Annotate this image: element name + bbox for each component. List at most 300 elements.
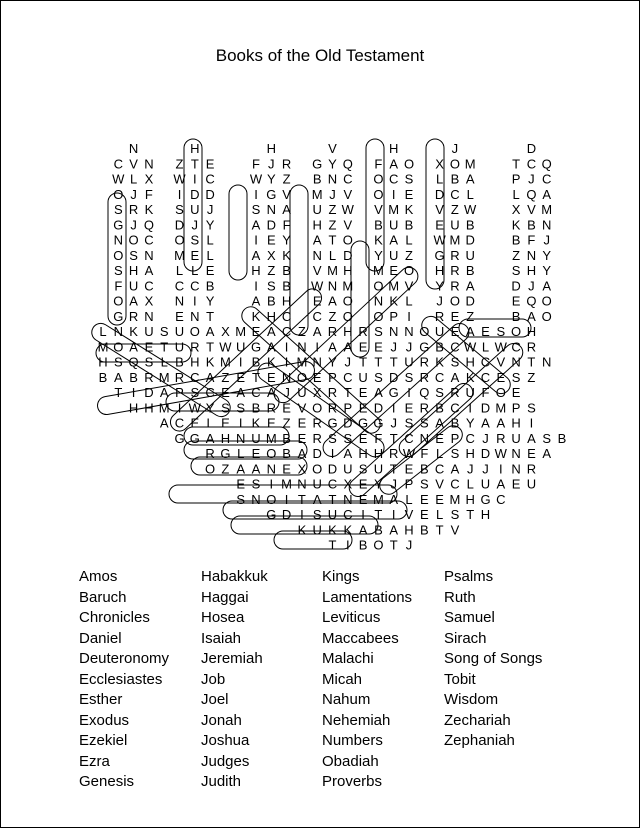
grid-letter: A xyxy=(328,339,337,355)
grid-letter: Y xyxy=(542,247,552,263)
grid-letter: H xyxy=(526,263,537,278)
grid-letter: E xyxy=(236,476,246,492)
word-list-item: Genesis xyxy=(79,773,135,790)
grid-letter: E xyxy=(190,415,200,431)
grid-letter: C xyxy=(174,278,185,294)
grid-letter: C xyxy=(190,369,200,385)
grid-letter: A xyxy=(312,324,322,339)
grid-letter: A xyxy=(205,430,215,446)
grid-letter: J xyxy=(390,476,397,492)
grid-letter: K xyxy=(266,354,276,370)
grid-letter: V xyxy=(450,522,460,538)
grid-letter: C xyxy=(281,308,292,324)
grid-letter: H xyxy=(404,522,414,538)
grid-letters xyxy=(98,141,567,553)
grid-letter: T xyxy=(389,461,398,477)
word-list-item: Ezekiel xyxy=(79,732,128,749)
grid-letter: A xyxy=(389,522,399,538)
grid-letter: O xyxy=(373,186,384,202)
grid-letter: G xyxy=(373,415,384,431)
grid-letter: S xyxy=(190,232,200,248)
grid-letter: E xyxy=(236,369,246,385)
word-list-column-1 xyxy=(79,567,209,793)
grid-letter: O xyxy=(373,171,384,187)
grid-letter: Z xyxy=(328,308,337,324)
grid-letter: R xyxy=(205,446,215,461)
grid-letter: L xyxy=(405,232,413,248)
grid-letter: T xyxy=(206,308,215,324)
grid-letter: I xyxy=(192,293,197,309)
grid-letter: I xyxy=(315,339,320,355)
grid-letter: I xyxy=(177,400,182,416)
grid-letter: I xyxy=(254,232,258,248)
grid-letter: Z xyxy=(466,308,475,324)
grid-letter: C xyxy=(542,171,552,187)
grid-letter: U xyxy=(236,339,246,355)
grid-letter: N xyxy=(327,171,338,187)
grid-letter: T xyxy=(512,156,521,172)
grid-letter: Z xyxy=(512,247,521,263)
grid-letter: O xyxy=(113,186,124,202)
grid-letter: S xyxy=(404,415,414,431)
grid-letter: A xyxy=(374,385,383,400)
grid-letter: Y xyxy=(205,293,215,309)
grid-letter: E xyxy=(419,507,429,522)
grid-letter: C xyxy=(144,278,154,294)
grid-letter: A xyxy=(159,385,169,400)
grid-letter: H xyxy=(465,354,475,370)
grid-letter: I xyxy=(238,415,243,431)
word-list-item: Nehemiah xyxy=(322,711,391,729)
grid-letter: S xyxy=(251,476,261,492)
grid-letter: I xyxy=(391,507,396,522)
grid-letter: H xyxy=(480,507,491,522)
grid-letter: V xyxy=(343,217,353,233)
grid-letter: A xyxy=(282,202,291,217)
grid-letter: T xyxy=(435,522,444,538)
grid-letter: Z xyxy=(328,217,337,233)
grid-letter: S xyxy=(343,430,353,446)
grid-letter: E xyxy=(450,324,460,339)
grid-letter: O xyxy=(541,308,552,324)
grid-letter: R xyxy=(174,369,185,385)
grid-letter: B xyxy=(527,217,536,233)
grid-letter: S xyxy=(374,369,383,385)
grid-letter: N xyxy=(312,354,322,370)
grid-letter: B xyxy=(450,415,460,431)
grid-letter: W xyxy=(173,171,186,187)
grid-letter: Y xyxy=(374,476,383,492)
grid-letter: E xyxy=(266,369,276,385)
grid-letter: K xyxy=(511,217,521,233)
grid-letter: H xyxy=(128,263,139,278)
word-list-item: Ezra xyxy=(79,752,110,770)
grid-letter: F xyxy=(481,385,490,400)
grid-letter: A xyxy=(205,324,215,339)
word-list-column-2 xyxy=(201,567,331,793)
grid-letter: R xyxy=(327,324,338,339)
grid-letter: M xyxy=(235,324,247,339)
grid-letter: V xyxy=(435,202,444,217)
grid-letter: E xyxy=(312,369,322,385)
word-list-item: Jonah xyxy=(201,711,242,729)
word-list-item: Kings xyxy=(322,568,360,585)
grid-letter: J xyxy=(436,293,443,309)
grid-letter: C xyxy=(205,171,215,187)
grid-letter: S xyxy=(312,507,322,522)
grid-letter: J xyxy=(451,141,459,156)
grid-letter: O xyxy=(373,278,384,294)
grid-letter: Z xyxy=(328,202,337,217)
grid-letter: N xyxy=(297,339,307,355)
grid-letter: A xyxy=(129,293,138,309)
word-list-column-3 xyxy=(322,567,452,793)
grid-letter: C xyxy=(450,476,460,492)
word-list-item: Psalms xyxy=(444,568,494,585)
grid-letter: I xyxy=(177,186,182,202)
grid-letter: U xyxy=(511,430,521,446)
grid-letter: I xyxy=(238,354,243,370)
grid-letter: N xyxy=(419,430,429,446)
grid-letter: X xyxy=(144,293,154,309)
word-list-item: Exodus xyxy=(79,711,130,729)
grid-letter: B xyxy=(282,446,291,461)
grid-letter: D xyxy=(465,232,475,248)
grid-letter: X xyxy=(297,461,307,477)
grid-letter: F xyxy=(420,446,429,461)
grid-letter: R xyxy=(327,400,338,416)
grid-letter: T xyxy=(114,385,123,400)
answer-circle xyxy=(229,185,247,280)
grid-letter: I xyxy=(345,537,350,553)
grid-letter: L xyxy=(481,339,490,355)
grid-letter: X xyxy=(343,476,353,492)
grid-letter: B xyxy=(129,369,138,385)
grid-letter: D xyxy=(480,446,491,461)
grid-letter: A xyxy=(435,415,444,431)
grid-letter: A xyxy=(251,247,261,263)
grid-letter: L xyxy=(435,446,444,461)
grid-letter: R xyxy=(526,339,537,355)
grid-letter: Z xyxy=(297,324,306,339)
word-list-item: Tobit xyxy=(444,670,476,688)
grid-letter: K xyxy=(297,522,307,538)
grid-letter: A xyxy=(266,324,276,339)
grid-letter: G xyxy=(174,430,185,446)
grid-letter: A xyxy=(496,415,506,431)
grid-letter: K xyxy=(129,324,138,339)
grid-letter: E xyxy=(205,263,215,278)
grid-letter: O xyxy=(373,308,384,324)
grid-letter: G xyxy=(189,430,200,446)
grid-letter: I xyxy=(529,415,534,431)
grid-letter: Q xyxy=(541,156,552,172)
grid-letter: R xyxy=(389,446,399,461)
grid-letter: U xyxy=(327,507,338,522)
grid-letter: A xyxy=(450,369,460,385)
grid-letter: T xyxy=(206,339,215,355)
word-list-item: Jeremiah xyxy=(201,650,263,667)
grid-letter: V xyxy=(435,476,444,492)
grid-letter: D xyxy=(190,186,200,202)
grid-letter: D xyxy=(266,217,276,233)
grid-letter: D xyxy=(480,400,491,416)
grid-letter: N xyxy=(542,354,552,370)
grid-letter: R xyxy=(450,385,460,400)
word-list-item: Judges xyxy=(201,752,250,770)
grid-letter: A xyxy=(481,415,490,431)
grid-letter: L xyxy=(328,247,337,263)
grid-letter: U xyxy=(312,202,322,217)
grid-letter: M xyxy=(372,263,384,278)
grid-letter: W xyxy=(464,339,477,355)
grid-letter: G xyxy=(434,247,445,263)
grid-letter: G xyxy=(113,217,124,233)
grid-letter: C xyxy=(450,186,460,202)
grid-letter: O xyxy=(189,324,200,339)
grid-letter: F xyxy=(527,232,536,248)
grid-letter: L xyxy=(206,247,214,263)
grid-letter: C xyxy=(434,461,445,477)
grid-letter: H xyxy=(343,324,353,339)
grid-letter: O xyxy=(342,232,353,248)
grid-letter: H xyxy=(281,293,292,309)
grid-letter: M xyxy=(495,400,507,416)
grid-letter: A xyxy=(465,278,475,294)
grid-letter: J xyxy=(130,186,137,202)
word-list-item: Micah xyxy=(322,670,363,688)
grid-letter: S xyxy=(450,354,460,370)
grid-letter: N xyxy=(174,293,185,309)
grid-letter: S xyxy=(221,400,230,416)
grid-letter: L xyxy=(466,186,474,202)
grid-letter: L xyxy=(435,171,444,187)
grid-letter: B xyxy=(282,430,291,446)
grid-letter: V xyxy=(374,202,383,217)
grid-letter: E xyxy=(404,400,414,416)
grid-letter: V xyxy=(312,263,322,278)
word-list-item: Sirach xyxy=(444,629,487,647)
grid-letter: Y xyxy=(205,400,215,416)
grid-letter: O xyxy=(541,293,552,309)
grid-letter: Y xyxy=(328,156,337,172)
grid-letter: O xyxy=(296,369,307,385)
grid-letter: I xyxy=(407,385,411,400)
word-list-item: Amos xyxy=(79,568,118,585)
word-list-item: Ecclesiastes xyxy=(79,670,163,688)
grid-letter: G xyxy=(419,339,430,355)
grid-letter: B xyxy=(450,171,460,187)
grid-letter: A xyxy=(343,339,353,355)
grid-letter: A xyxy=(389,491,399,507)
grid-letter: G xyxy=(250,339,262,355)
grid-letter: N xyxy=(297,476,307,492)
grid-letter: A xyxy=(266,339,276,355)
grid-letter: A xyxy=(465,171,475,187)
grid-letter: E xyxy=(511,476,521,492)
grid-letter: H xyxy=(358,446,368,461)
grid-letter: L xyxy=(175,263,184,278)
grid-letter: H xyxy=(312,217,322,233)
grid-letter: M xyxy=(342,278,354,294)
grid-letter: Y xyxy=(465,415,475,431)
word-list-item: Samuel xyxy=(444,609,495,626)
grid-letter: W xyxy=(341,202,354,217)
grid-letter: D xyxy=(389,369,399,385)
grid-letter: E xyxy=(358,385,368,400)
grid-letter: B xyxy=(251,354,261,370)
grid-letter: S xyxy=(358,461,368,477)
grid-letter: V xyxy=(343,186,353,202)
grid-letter: J xyxy=(206,202,214,217)
grid-letter: J xyxy=(528,171,535,187)
grid-letter: P xyxy=(328,369,337,385)
grid-letter: E xyxy=(266,232,276,248)
grid-letter: C xyxy=(190,278,200,294)
word-list-item: Song of Songs xyxy=(444,650,543,667)
grid-letter: O xyxy=(113,339,124,355)
grid-letter: Z xyxy=(450,202,459,217)
grid-letter: Y xyxy=(266,171,276,187)
grid-letter: E xyxy=(435,430,444,446)
grid-letter: M xyxy=(158,400,170,416)
grid-letter: W xyxy=(402,446,416,461)
grid-letter: K xyxy=(251,308,261,324)
grid-letter: U xyxy=(465,385,475,400)
grid-letter: R xyxy=(450,278,460,294)
grid-letter: W xyxy=(494,339,507,355)
grid-letter: S xyxy=(511,263,521,278)
grid-letter: R xyxy=(266,400,276,416)
grid-letter: Y xyxy=(282,232,291,248)
grid-letter: Y xyxy=(374,247,383,263)
grid-letter: G xyxy=(220,446,231,461)
word-list-column-4 xyxy=(444,567,574,752)
grid-letter: N xyxy=(144,247,154,263)
grid-letter: U xyxy=(526,476,537,492)
word-list-item: Malachi xyxy=(322,650,374,667)
grid-letter: C xyxy=(281,324,292,339)
grid-letter: B xyxy=(374,522,383,538)
grid-letter: R xyxy=(526,461,537,477)
grid-letter: C xyxy=(450,400,460,416)
grid-letter: S xyxy=(251,202,261,217)
grid-letter: A xyxy=(542,446,552,461)
grid-letter: O xyxy=(403,263,415,278)
grid-letter: O xyxy=(342,293,353,309)
grid-letter: P xyxy=(175,385,184,400)
grid-letter: L xyxy=(466,476,474,492)
grid-letter: R xyxy=(434,308,445,324)
grid-letter: I xyxy=(391,400,396,416)
grid-letter: S xyxy=(374,324,383,339)
grid-letter: A xyxy=(496,476,506,492)
grid-letter: A xyxy=(542,278,552,294)
grid-letter: K xyxy=(435,354,444,370)
grid-letter: J xyxy=(543,232,550,248)
grid-letter: E xyxy=(511,293,521,309)
grid-letter: H xyxy=(144,400,154,416)
grid-letter: A xyxy=(312,232,322,248)
grid-letter: B xyxy=(465,263,475,278)
grid-letter: S xyxy=(450,446,460,461)
grid-letter: S xyxy=(450,507,460,522)
grid-letter: E xyxy=(297,415,307,431)
grid-letter: K xyxy=(282,247,291,263)
grid-letter: B xyxy=(358,537,368,553)
grid-letter: J xyxy=(528,278,535,294)
word-search-grid xyxy=(1,1,639,561)
grid-letter: N xyxy=(312,247,322,263)
grid-letter: U xyxy=(404,354,414,370)
grid-letter: I xyxy=(284,339,289,355)
grid-letter: X xyxy=(221,324,230,339)
grid-letter: M xyxy=(541,202,553,217)
grid-letter: N xyxy=(511,461,521,477)
answer-circle xyxy=(396,340,527,460)
grid-letter: H xyxy=(511,415,521,431)
grid-letter: D xyxy=(144,385,154,400)
grid-letter: X xyxy=(511,202,521,217)
grid-letter: B xyxy=(374,217,383,233)
word-list-item: Zechariah xyxy=(444,711,511,729)
grid-letter: I xyxy=(391,186,396,202)
grid-letter: C xyxy=(113,156,123,172)
grid-letter: H xyxy=(190,354,200,370)
grid-letter: R xyxy=(281,156,292,172)
grid-letter: B xyxy=(511,232,521,248)
grid-letter: A xyxy=(266,385,276,400)
grid-letter: V xyxy=(496,354,506,370)
grid-letter: E xyxy=(358,400,368,416)
grid-letter: E xyxy=(435,491,444,507)
grid-letter: O xyxy=(511,324,522,339)
grid-letter: N xyxy=(113,324,123,339)
grid-letter: D xyxy=(465,293,475,309)
grid-letter: U xyxy=(174,339,185,355)
grid-letter: R xyxy=(190,339,200,355)
grid-letter: E xyxy=(358,339,368,355)
grid-letter: J xyxy=(390,339,397,355)
grid-letter: M xyxy=(464,156,476,172)
grid-letter: I xyxy=(468,400,473,416)
grid-letter: T xyxy=(160,339,169,355)
grid-letter: B xyxy=(282,278,291,294)
grid-letter: E xyxy=(511,385,521,400)
word-list-item: Joshua xyxy=(201,732,250,749)
grid-letter: E xyxy=(419,491,429,507)
grid-letter: E xyxy=(282,461,291,477)
grid-letter: G xyxy=(358,415,369,431)
grid-letter: N xyxy=(526,247,537,263)
grid-letter: H xyxy=(373,446,384,461)
grid-letter: N xyxy=(113,232,123,248)
grid-letter: W xyxy=(249,171,263,187)
grid-letter: A xyxy=(328,293,337,309)
grid-letter: E xyxy=(404,461,414,477)
grid-letter: A xyxy=(389,156,399,172)
grid-letter: S xyxy=(419,476,429,492)
grid-letter: A xyxy=(389,232,399,248)
grid-letter: O xyxy=(128,232,139,248)
grid-letter: O xyxy=(205,461,216,477)
grid-letter: H xyxy=(220,430,231,446)
grid-letter: U xyxy=(465,247,475,263)
grid-letter: R xyxy=(128,308,139,324)
grid-letter: I xyxy=(300,507,304,522)
grid-letter: T xyxy=(343,385,352,400)
grid-letter: U xyxy=(389,247,399,263)
